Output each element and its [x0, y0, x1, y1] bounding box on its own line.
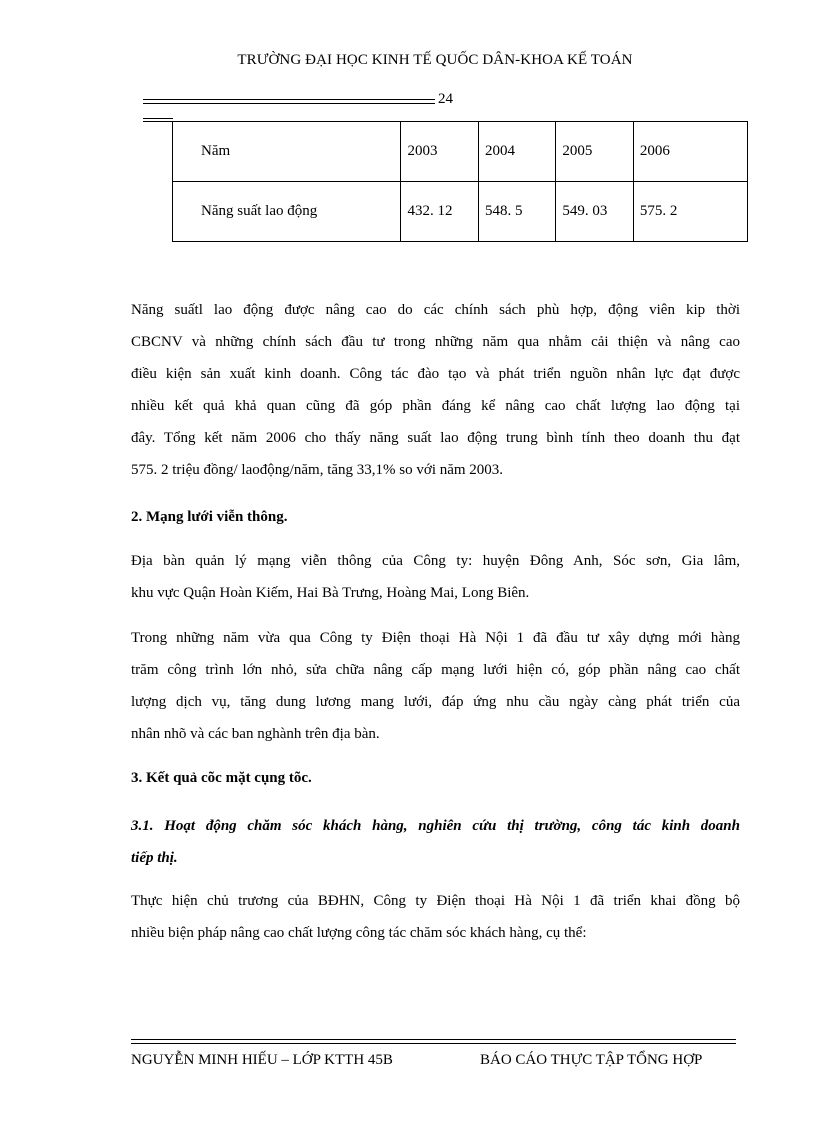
paragraph-network-area	[131, 545, 740, 609]
text-line: Địa bàn quản lý mạng viễn thông của Công ty: huyện Đông Anh, Sóc sơn, Gia lâm,	[131, 553, 740, 569]
text-line: đây. Tổng kết năm 2006 cho thấy năng suất lao động trung bình tính theo doanh thu đạt	[131, 430, 740, 446]
table-top-rule-2	[143, 121, 173, 122]
header-rule-top	[143, 99, 435, 100]
table-cell: 2005	[556, 122, 633, 182]
page-header-title: TRƯỜNG ĐẠI HỌC KINH TẾ QUỐC DÂN-KHOA KẾ TOÁN	[237, 52, 633, 68]
table-row	[173, 182, 748, 242]
table-cell: 2003	[401, 122, 478, 182]
text-line: Năng suấtl lao động được nâng cao do các chính sách phù hợp, động viên kip thời	[131, 302, 740, 318]
text-line: nhân nhõ và các ban nghành trên địa bàn.	[131, 726, 380, 742]
text-line: 575. 2 triệu đồng/ laođộng/năm, tăng 33,1% so với năm 2003.	[131, 462, 504, 478]
text-line: CBCNV và những chính sách đầu tư trong những năm qua nhằm cải thiện và nâng cao	[131, 334, 740, 350]
paragraph-productivity	[131, 294, 740, 486]
subsection-heading-3-1	[131, 810, 740, 874]
page-number: 24	[438, 91, 453, 107]
footer-report-title: BÁO CÁO THỰC TẬP TỔNG HỢP	[480, 1052, 703, 1068]
footer-rule-top	[131, 1039, 736, 1040]
table-cell: Năm	[173, 122, 401, 182]
text-line: 3.1. Hoạt động chăm sóc khách hàng, nghiên cứu thị trường, công tác kinh doanh	[131, 818, 740, 834]
table-row	[173, 122, 748, 182]
text-line: khu vực Quận Hoàn Kiếm, Hai Bà Trưng, Hoàng Mai, Long Biên.	[131, 585, 530, 601]
paragraph-customer-care	[131, 885, 740, 949]
footer-author: NGUYỄN MINH HIẾU – LỚP KTTH 45B	[131, 1052, 393, 1068]
text-line: trăm công trình lớn nhỏ, sửa chữa nâng cấp mạng lưới hiện có, góp phần nâng cao chất	[131, 662, 740, 678]
section-heading-3: 3. Kết quả cõc mặt cụng tõc.	[131, 770, 312, 786]
header-rule-bottom	[143, 103, 435, 104]
productivity-table	[172, 121, 748, 242]
table-cell: Năng suất lao động	[173, 182, 401, 242]
table-cell: 575. 2	[633, 182, 747, 242]
table-cell: 2006	[633, 122, 747, 182]
text-line: nhiều biện pháp nâng cao chất lượng công tác chăm sóc khách hàng, cụ thể:	[131, 925, 587, 941]
text-line: lượng dịch vụ, tăng dung lương mang lưới, đáp ứng nhu cầu ngày càng phát triển của	[131, 694, 740, 710]
text-line: Thực hiện chủ trương của BĐHN, Công ty Điện thoại Hà Nội 1 đã triển khai đồng bộ	[131, 893, 740, 909]
paragraph-investment	[131, 622, 740, 750]
table-cell: 2004	[478, 122, 555, 182]
table-cell: 548. 5	[478, 182, 555, 242]
table-cell: 432. 12	[401, 182, 478, 242]
text-line: nhiều kết quả khả quan cũng đã góp phần đáng kể nâng cao chất lượng lao động tại	[131, 398, 740, 414]
table-top-rule	[143, 118, 173, 119]
footer-rule-bottom	[131, 1043, 736, 1044]
section-heading-2: 2. Mạng lưới viễn thông.	[131, 509, 288, 525]
table-cell: 549. 03	[556, 182, 633, 242]
text-line: Trong những năm vừa qua Công ty Điện thoại Hà Nội 1 đã đầu tư xây dựng mới hàng	[131, 630, 740, 646]
text-line: tiếp thị.	[131, 850, 178, 866]
text-line: điều kiện sản xuất kinh doanh. Công tác đào tạo và phát triển nguồn nhân lực đạt được	[131, 366, 740, 382]
